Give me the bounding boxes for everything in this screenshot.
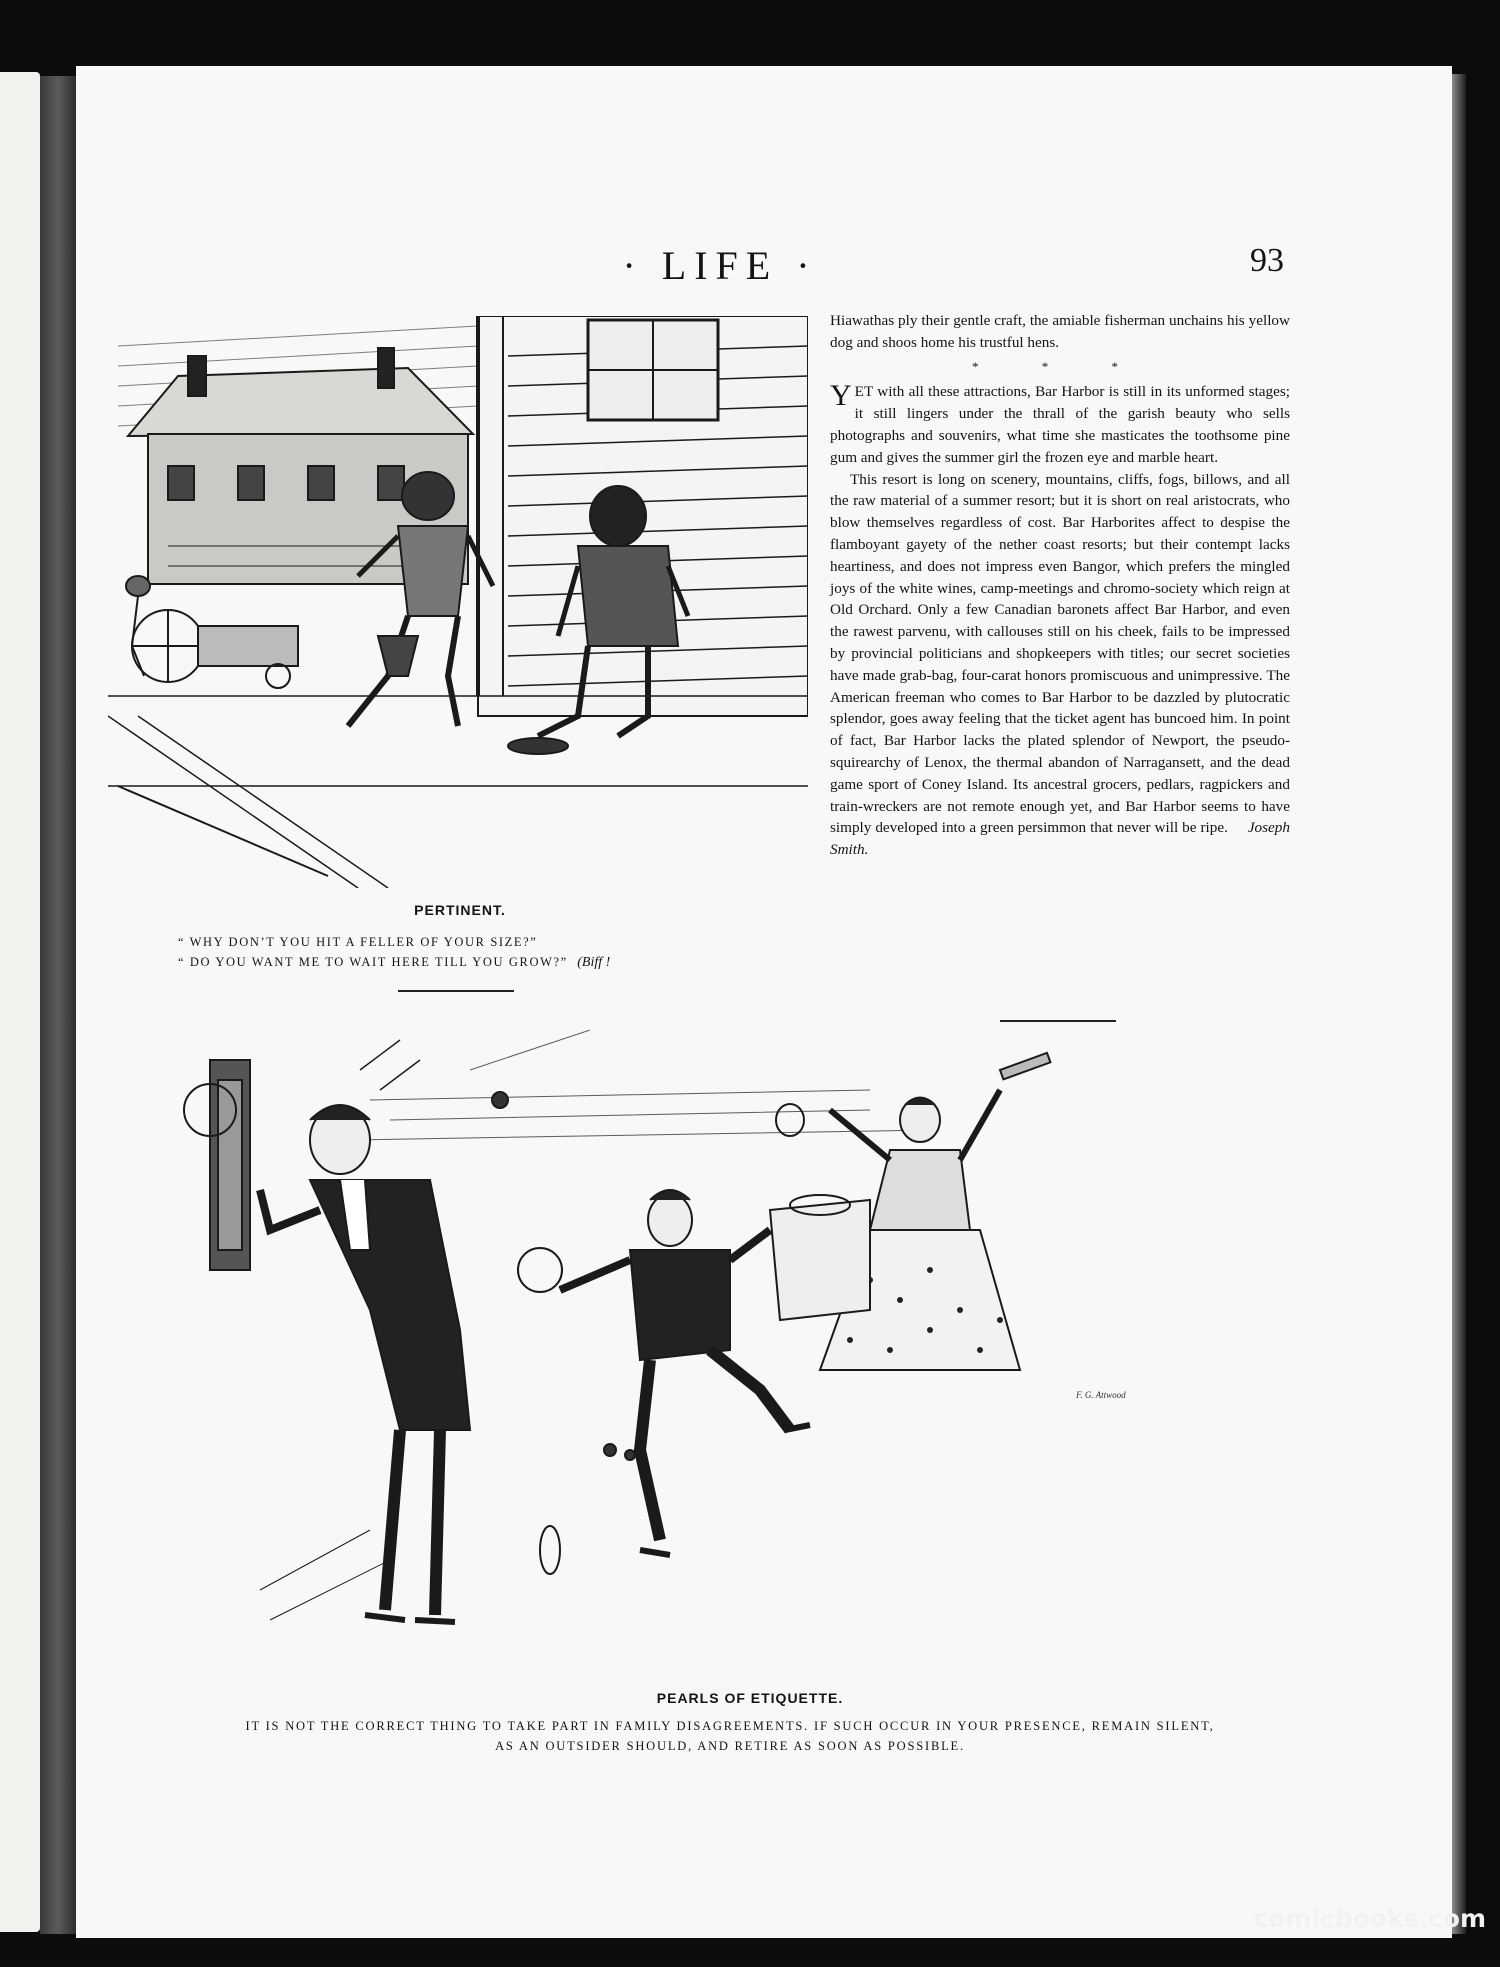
article-paragraph-2: [830, 469, 1290, 861]
etiquette-caption: [180, 1716, 1280, 1756]
article-paragraph-1: [830, 381, 1290, 468]
dialogue-line-2: [178, 952, 738, 973]
article-intro: Hiawathas ply their gentle craft, the amiable fisherman unchains his yellow dog and shoos home his trustful hens.: [830, 312, 1290, 351]
party-table: [770, 1195, 870, 1320]
masthead: · LIFE ·: [622, 243, 818, 288]
dialogue-line-1: “ WHY DON’T YOU HIT A FELLER OF YOUR SIZE?”: [178, 935, 538, 949]
article-paragraph-1-text: ET with all these attractions, Bar Harbor is still in its unformed stages; it still lingers under the thrall of the garish beauty who sells photographs and souvenirs, what time she masticates the toothsome pine gum and gives the summer girl the frozen eye and marble heart.: [830, 383, 1290, 466]
etiquette-line-2: AS AN OUTSIDER SHOULD, AND RETIRE AS SOON AS POSSIBLE.: [495, 1739, 965, 1753]
divider-rule: [398, 990, 514, 992]
etiquette-illustration: [170, 1030, 1300, 1670]
floor-hatching: [260, 1530, 390, 1620]
wall-pillar: [210, 1060, 250, 1270]
dropped-cap: [508, 738, 568, 754]
section-stars: * * *: [972, 358, 1148, 374]
etiquette-line-1: IT IS NOT THE CORRECT THING TO TAKE PART IN FAMILY DISAGREEMENTS. IF SUCH OCCUR IN YOUR PRESENCE, REMAIN SILENT,: [245, 1719, 1215, 1733]
page-edge-shadow: [1452, 74, 1466, 1934]
pertinent-title: PERTINENT.: [414, 902, 506, 918]
page-number: 93: [1250, 242, 1284, 279]
left-page-edge: [0, 72, 40, 1932]
pertinent-dialogue: [178, 932, 738, 973]
cartoon-signature: (Biff !: [577, 955, 611, 970]
dodging-gentleman: [518, 1190, 810, 1555]
site-watermark: comicbooks.com: [1253, 1904, 1486, 1933]
pertinent-illustration: [108, 316, 808, 888]
held-plate: [518, 1248, 562, 1292]
divider-rule: [1000, 1020, 1116, 1022]
drop-cap: Y: [830, 379, 852, 413]
artist-signature: F. G. Attwood: [1076, 1390, 1126, 1400]
book-spine: [40, 76, 76, 1934]
rolling-pin: [1000, 1053, 1050, 1079]
dialogue-line-2-text: “ DO YOU WANT ME TO WAIT HERE TILL YOU GROW?”: [178, 955, 568, 969]
article-paragraph-2-text: This resort is long on scenery, mountains, cliffs, fogs, billows, and all the raw material of a summer resort; but it is short on real aristocrats, who blow themselves regardless of cost. Bar Harborites affect to despise the flamboyant gayety of the nether coast resorts; but their contempt lacks heartiness, and does not impress even Bangor, which prefers the mingled joys of the white wines, camp-meetings and chromo-society which reign at Old Orchard. Only a few Canadian baronets affect Bar Harbor, and even the rawest parvenu, with callouses still on his cheek, fails to be impressed by provincial politicians and shopkeepers with titles; our secret societies have made grab-bag, four-carat honors promiscuous and unimpressive. The American freeman who comes to Bar Harbor to be dazzled by plutocratic splendor, goes away feeling that the ticket agent has buncoed him. In point of fact, Bar Harbor lacks the plated splendor of Newport, the pseudo-squirearchy of Lenox, the thermal abandon of Narragansett, and the dead game sport of Coney Island. Its ancestral grocers, pedlars, ragpickers and train-wreckers are not remote enough yet, and Bar Harbor seems to have simply developed into a green persimmon that never will be ripe.: [830, 470, 1290, 837]
struck-gentleman: [260, 1040, 470, 1622]
etiquette-title: PEARLS OF ETIQUETTE.: [656, 1690, 844, 1706]
article-column: [830, 310, 1290, 861]
author-signature: Joseph Smith.: [830, 819, 1290, 859]
horse-cart: [126, 576, 298, 688]
